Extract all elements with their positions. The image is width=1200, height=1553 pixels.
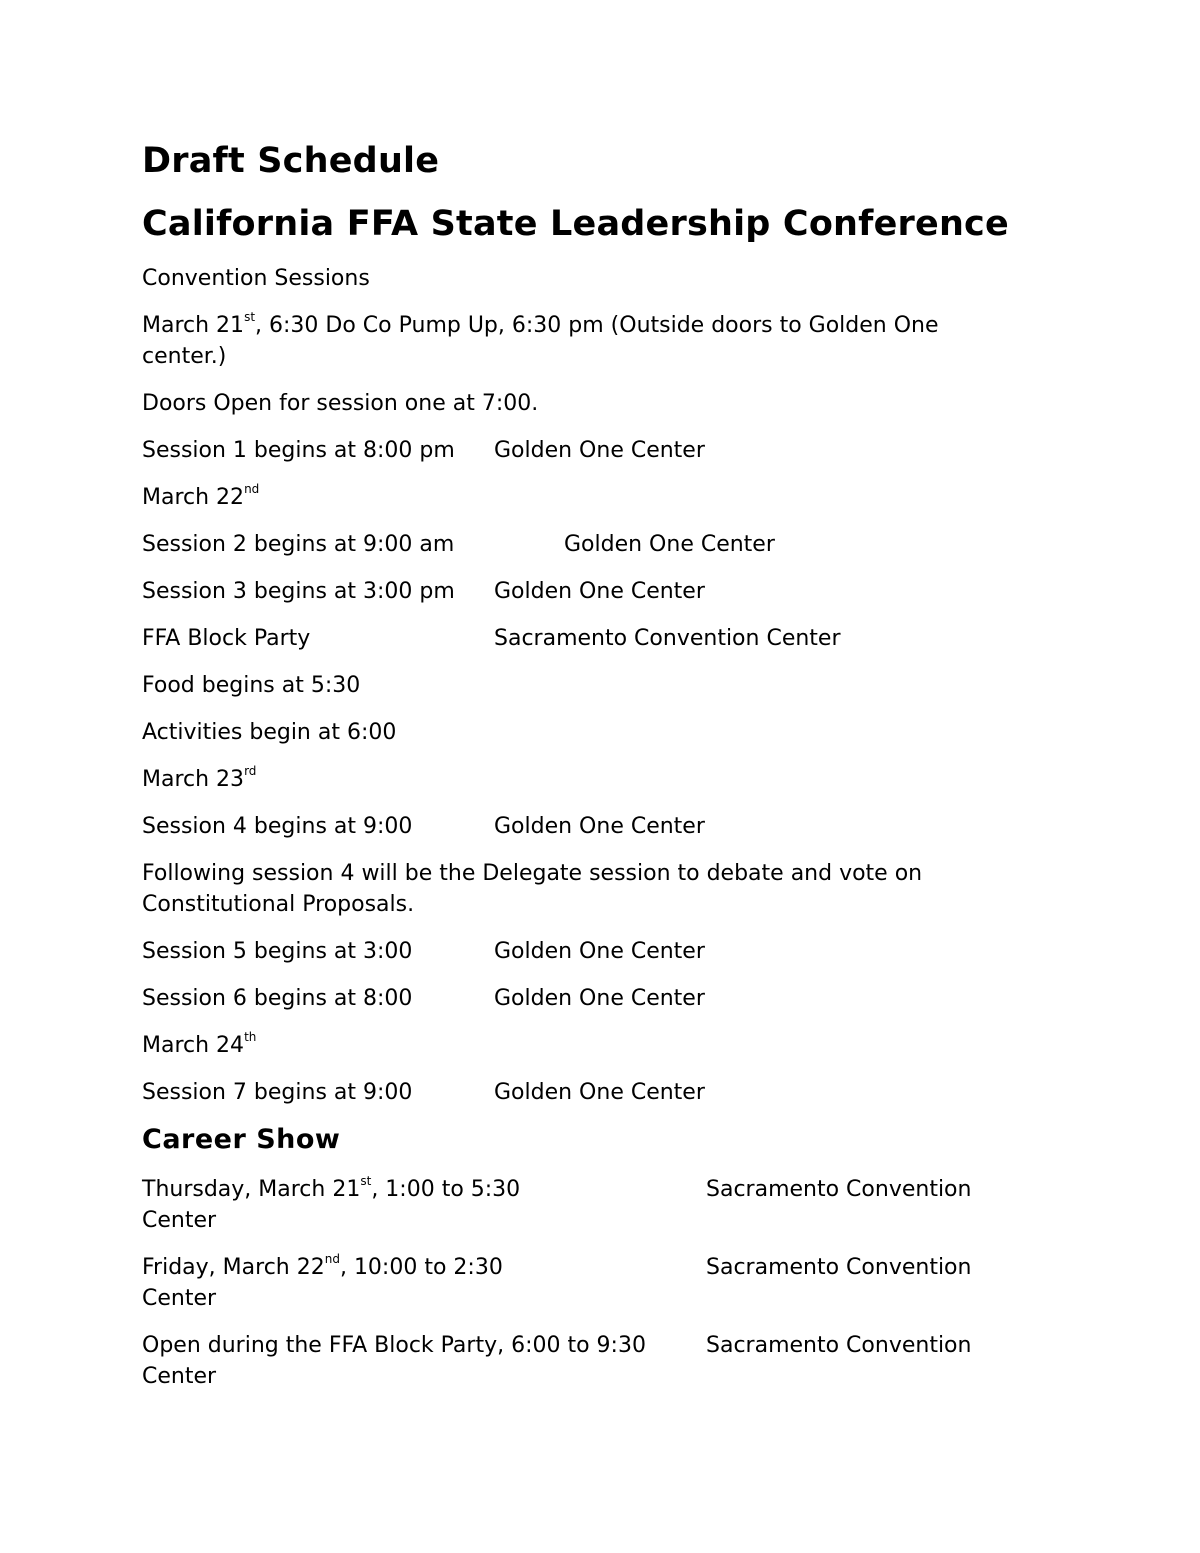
career-time-text: , 1:00 to 5:30 xyxy=(371,1177,521,1202)
draft-schedule-title: Draft Schedule xyxy=(142,141,440,181)
activities-line: Activities begin at 6:00 xyxy=(142,720,397,745)
march-24-suffix: th xyxy=(244,1029,257,1044)
block-party-row xyxy=(142,623,1022,654)
session-6-venue: Golden One Center xyxy=(494,986,705,1011)
session-5-venue: Golden One Center xyxy=(494,939,705,964)
session-4-row xyxy=(142,811,1022,842)
delegate-line-1: Following session 4 will be the Delegate session to debate and vote on xyxy=(142,861,923,886)
march-21-line xyxy=(142,310,1022,372)
march-21-continuation: center.) xyxy=(142,344,227,369)
session-5-row xyxy=(142,936,1022,967)
career-venue-continuation: Center xyxy=(142,1364,217,1389)
block-party-label: FFA Block Party xyxy=(142,626,311,651)
career-date-suffix: nd xyxy=(324,1251,340,1266)
convention-sessions-heading: Convention Sessions xyxy=(142,266,370,291)
session-2-row xyxy=(142,529,1022,560)
delegate-line-2: Constitutional Proposals. xyxy=(142,892,415,917)
session-4-venue: Golden One Center xyxy=(494,814,705,839)
march-22-text: March 22 xyxy=(142,485,245,510)
session-1-label: Session 1 begins at 8:00 pm xyxy=(142,438,455,463)
session-7-row xyxy=(142,1077,1022,1108)
career-venue-continuation: Center xyxy=(142,1208,217,1233)
document-page xyxy=(142,138,1022,1392)
march-23-heading xyxy=(142,764,1022,795)
march-21-details: , 6:30 Do Co Pump Up, 6:30 pm (Outside doors to Golden One xyxy=(255,313,939,338)
session-7-venue: Golden One Center xyxy=(494,1080,705,1105)
career-time-text: , 10:00 to 2:30 xyxy=(339,1255,503,1280)
session-2-label: Session 2 begins at 9:00 am xyxy=(142,532,455,557)
session-7-label: Session 7 begins at 9:00 xyxy=(142,1080,413,1105)
session-6-row xyxy=(142,983,1022,1014)
march-21-text: March 21 xyxy=(142,313,245,338)
career-date-text: Thursday, March 21 xyxy=(142,1177,361,1202)
career-venue-continuation: Center xyxy=(142,1286,217,1311)
career-venue: Sacramento Convention xyxy=(706,1255,972,1280)
career-show-row xyxy=(142,1330,1022,1392)
career-date-text: Friday, March 22 xyxy=(142,1255,325,1280)
career-venue: Sacramento Convention xyxy=(706,1333,972,1358)
career-date-text: Open during the FFA Block Party, 6:00 to 9:30 xyxy=(142,1333,646,1358)
career-show-row xyxy=(142,1174,1022,1236)
march-22-heading xyxy=(142,482,1022,513)
career-date-suffix: st xyxy=(360,1173,372,1188)
conference-title: California FFA State Leadership Conference xyxy=(142,204,1009,244)
march-24-heading xyxy=(142,1030,1022,1061)
career-show-heading: Career Show xyxy=(142,1124,341,1155)
session-4-label: Session 4 begins at 9:00 xyxy=(142,814,413,839)
delegate-session-paragraph xyxy=(142,858,1022,920)
march-22-suffix: nd xyxy=(244,481,260,496)
session-3-label: Session 3 begins at 3:00 pm xyxy=(142,579,455,604)
session-6-label: Session 6 begins at 8:00 xyxy=(142,986,413,1011)
block-party-venue: Sacramento Convention Center xyxy=(494,626,841,651)
march-23-suffix: rd xyxy=(244,763,257,778)
session-5-label: Session 5 begins at 3:00 xyxy=(142,939,413,964)
career-venue: Sacramento Convention xyxy=(706,1177,972,1202)
march-23-text: March 23 xyxy=(142,767,245,792)
session-1-venue: Golden One Center xyxy=(494,438,705,463)
session-1-row xyxy=(142,435,1022,466)
march-24-text: March 24 xyxy=(142,1033,245,1058)
session-3-row xyxy=(142,576,1022,607)
food-line: Food begins at 5:30 xyxy=(142,673,361,698)
march-21-suffix: st xyxy=(244,309,256,324)
career-show-row xyxy=(142,1252,1022,1314)
session-3-venue: Golden One Center xyxy=(494,579,705,604)
session-2-venue: Golden One Center xyxy=(564,532,775,557)
doors-open-line: Doors Open for session one at 7:00. xyxy=(142,391,539,416)
